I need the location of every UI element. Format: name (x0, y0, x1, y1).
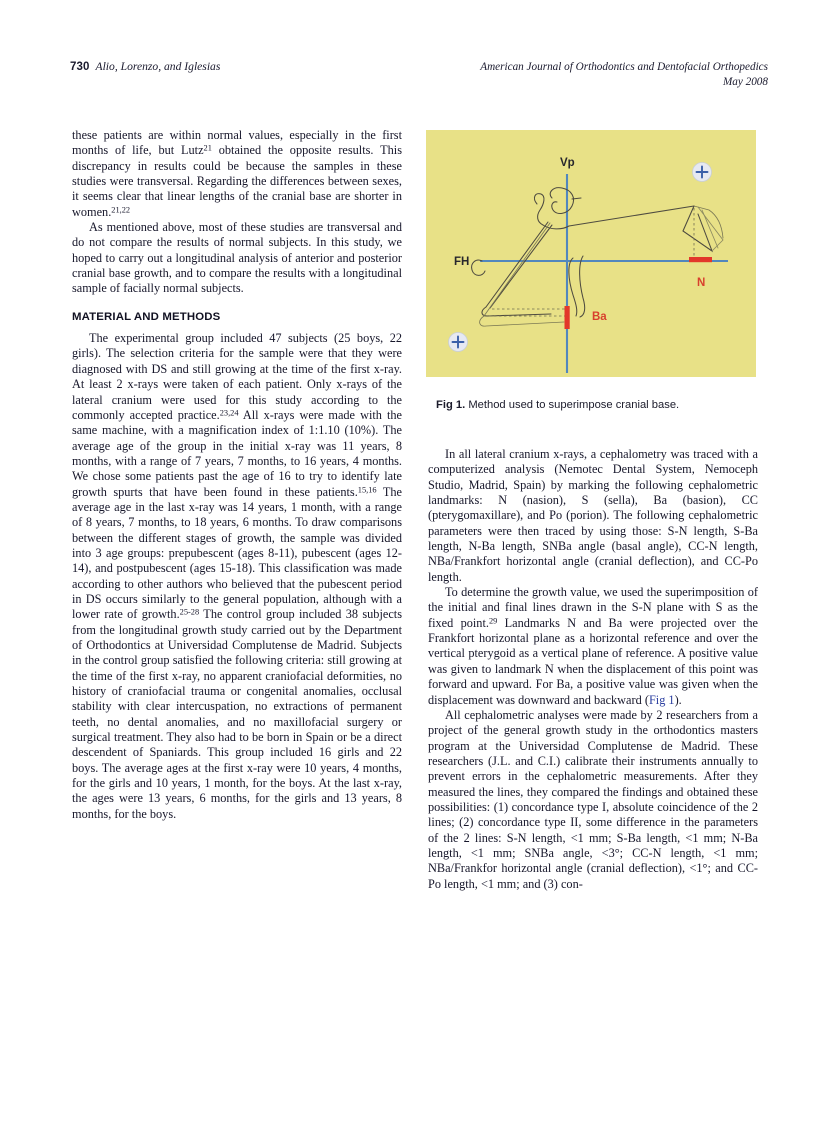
citation-ref: 21 (203, 143, 212, 153)
right-text-column (428, 447, 758, 892)
citation-ref: 15,16 (357, 485, 377, 495)
nasion-displacement-marker (689, 257, 712, 262)
label-n: N (697, 277, 706, 289)
figure-caption-text: Method used to superimpose cranial base. (468, 399, 680, 411)
paragraph (428, 708, 758, 892)
figure-label: Fig 1. (436, 399, 466, 411)
paragraph-continuation (72, 128, 402, 220)
running-head-right (480, 60, 768, 90)
citation-ref: 21,22 (111, 205, 131, 215)
paragraph-text: ). (674, 692, 682, 707)
paragraph-text: As mentioned above, most of these studies are transversal and do not compare the results of normal subjects. In this study, we hoped to carry out a longitudinal analysis of anterior and posterior cranial base growth, and to compare the results with a longitudinal sample of facially normal subjects. (72, 220, 402, 296)
figure-1 (426, 130, 756, 412)
paragraph (72, 331, 402, 822)
page-folio-number: 730 (70, 61, 90, 73)
paragraph-text: In all lateral cranium x-rays, a cephalometry was traced with a computerized analysis (Nemotec Dental System, Nemoceph Studio, Madrid, Spain) by marking the following cephalometric landmarks: N (nasion), S (sella), Ba (basion), CC (pterygomaxillare), and Po (porion). The following cephalometric parameters were then traced by using those: S-N length, S-Ba length, N-Ba length, SNBa angle (basal angle), CC-N length, NBa/Frankfort horizontal angle (cranial deflection), and CC-Po length. (428, 447, 758, 584)
paragraph (428, 585, 758, 708)
paragraph-text: The control group included 38 subjects from the longitudinal growth study carried out by the Department of Orthodontics at Universidad Complutense de Madrid. Subjects in the control group satisfied the following criteria: still growing at the time of the first x-ray, no apparent craniofacial deformities, no history of craniofacial trauma or congenital anomalies, occlusal stability with clear intercuspation, no extractions of permanent teeth, no dental anomalies, and no maxillofacial surgery or surgical treatment. They also had to be born in Spain or be a direct descendent of Spaniards. This group included 16 girls and 22 boys. The average ages at the first x-ray were 10 years, 4 months, for the girls and 10 years, 1 month, for the boys. At the last x-ray, the ages were 13 years, 6 months, for the girls and 13 years, 8 months, for the boys. (72, 607, 402, 821)
section-heading-material-and-methods: MATERIAL AND METHODS (72, 310, 221, 323)
journal-title: American Journal of Orthodontics and Dentofacial Orthopedics (480, 61, 768, 73)
basion-displacement-marker (565, 306, 570, 329)
running-head-authors: Alio, Lorenzo, and Iglesias (95, 60, 221, 73)
label-fh: FH (454, 256, 470, 268)
citation-ref: 23,24 (219, 408, 239, 418)
citation-ref: 25-28 (179, 607, 200, 617)
label-ba: Ba (592, 311, 607, 323)
left-text-column (72, 128, 402, 822)
running-head-left (70, 60, 220, 73)
paragraph-text: All cephalometric analyses were made by 2 researchers from a project of the general growth study in the orthodontics masters program at the Universidad Complutense de Madrid. These researchers (J.L. and C.I.) calibrate their instruments annually to prevent errors in the cephalometric measurements. After they measured the lines, they compared the findings and obtained these possibilities: (1) concordance type I, absolute coincidence of the 2 lines; (2) concordance type II, some difference in the parameters of the 2 lines: S-N length, <1 mm; S-Ba length, <1 mm; N-Ba length, <1 mm; SNBa angle, <3°; CC-N length, <1 mm; NBa/Frankfor horizontal angle (cranial deflection), <1°; and CC-Po length, <1 mm; and (3) con- (428, 707, 758, 891)
cranial-base-superimposition-image (426, 130, 756, 377)
paragraph-text: All x-rays were made with the same machine, with a magnification index of 1:1.10 (10%). The average age of the group in the initial x-ray was 11 years, 8 months, with a range of 7 years, 7 months, to 16 years, 4 months. We chose some patients past the age of 16 to try to identify late growth spurts that have been found in these patients. (72, 407, 403, 499)
paragraph (72, 220, 402, 297)
issue-date: May 2008 (722, 76, 768, 88)
paragraph-text: Landmarks N and Ba were projected over the Frankfort horizontal plane as a horizontal reference and over the vertical pterygoid as a vertical plane of reference. A positive value was given to landmark N when the displacement of this point was forward and upward. For Ba, a positive value was given when the displacement was downward and backward ( (428, 615, 759, 707)
paragraph-text: The average age in the last x-ray was 14 years, 1 month, with a range of 8 years, 7 months, to 18 years, 6 months. To draw comparisons between the different stages of growth, the sample was divided into 3 age groups: prepubescent (ages 8-11), pubescent (ages 12-14), and postpubescent (ages 15-18). This classification was made according to other authors who believed that the pubescent period in DS occurs similarly to the general population, although with a lower rate of growth. (72, 484, 402, 622)
plus-marker-upper-right (693, 163, 712, 182)
paragraph-text: these patients are within normal values, especially in the first months of life, but Lutz (72, 128, 402, 158)
label-vp: Vp (560, 157, 575, 169)
paragraph-text: To determine the growth value, we used the superimposition of the initial and final lines drawn in the S-N plane with S as the fixed point. (428, 585, 758, 630)
running-head (70, 60, 768, 100)
paragraph (428, 447, 758, 585)
paragraph-text: The experimental group included 47 subjects (25 boys, 22 girls). The selection criteria for the sample were that they were diagnosed with DS and still growing at the time of the first x-ray. At least 2 x-rays were taken of each patient. Only x-rays of the lateral cranium were used for this study according to the commonly accepted practice. (72, 331, 402, 422)
figure-caption (426, 398, 756, 412)
plus-marker-lower-left (449, 333, 468, 352)
paragraph-text: obtained the opposite results. This discrepancy in results could be because the samples in these studies were transversal. Regarding the differences between sexes, it seems clear that linear lengths of the cranial base are shorter in women. (72, 143, 402, 219)
citation-ref: 29 (488, 616, 498, 626)
figure-cross-reference-link[interactable]: Fig 1 (648, 692, 675, 707)
